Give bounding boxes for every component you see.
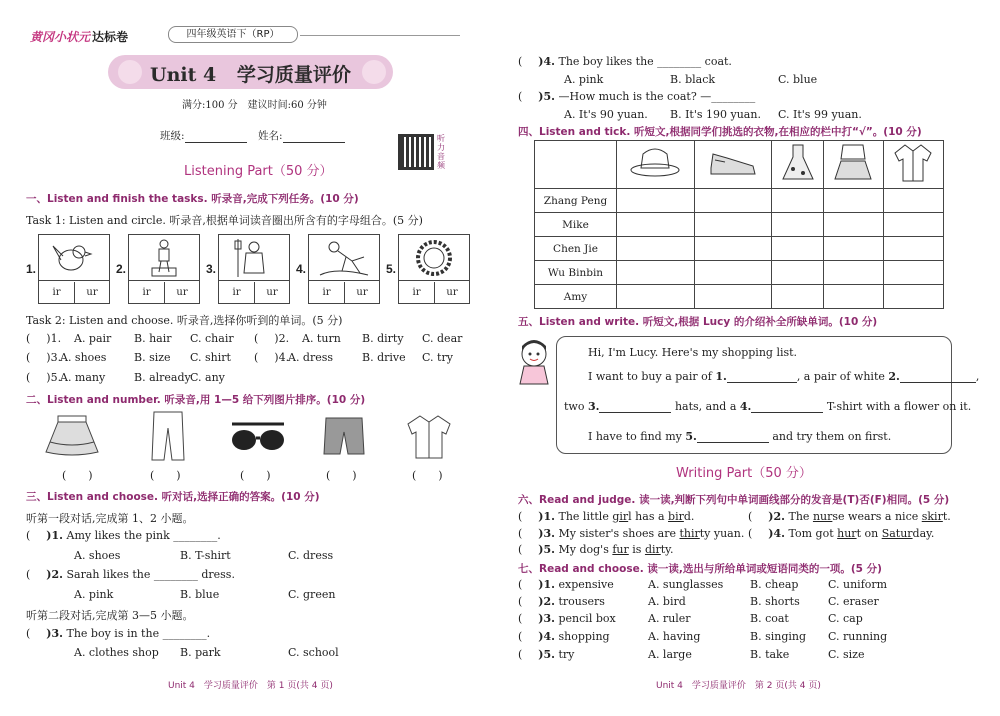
tick-cell[interactable] <box>823 213 883 237</box>
s5-text: I want to buy a pair of <box>588 370 712 383</box>
tick-cell[interactable] <box>883 285 943 309</box>
q-number: )5. <box>538 90 555 103</box>
s3-q1-b: B. T-shirt <box>180 549 231 562</box>
tick-cell[interactable] <box>617 237 695 261</box>
s7-q3-b: B. coat <box>750 612 789 625</box>
r-q4-b: B. black <box>670 73 716 86</box>
blank-5[interactable] <box>697 442 769 443</box>
right-page <box>500 0 1000 716</box>
s5-text: and try them on first. <box>772 430 892 443</box>
blank-4[interactable] <box>751 412 823 413</box>
name-cell: Mike <box>535 213 617 237</box>
s3-q2-a: A. pink <box>74 588 114 601</box>
tick-table <box>534 140 944 309</box>
pants-icon <box>148 410 188 462</box>
underlined-part: thir <box>679 527 700 540</box>
q-number: )5. <box>46 371 62 384</box>
s3-q3[interactable]: ( )3. The boy is in the ________. <box>26 627 211 640</box>
brand-logo: 黄冈小状元 <box>30 30 91 44</box>
r-q5-c: C. It's 99 yuan. <box>778 108 862 121</box>
r-q5[interactable]: ( )5. —How much is the coat? —________ <box>518 90 756 103</box>
underlined-part: bir <box>668 510 684 523</box>
section4-heading: 四、Listen and tick. 听短文,根据同学们挑选的衣物,在相应的栏中打“√”。(10 分) <box>518 126 922 138</box>
q-word: shopping <box>558 630 610 643</box>
blank-number: 5. <box>685 430 697 443</box>
s5-line2 <box>588 370 979 383</box>
t2-q4-a: A. dress <box>288 351 334 364</box>
q-text: My sister's shoes are <box>558 527 680 540</box>
task2-instruction: Task 2: Listen and choose. 听录音,选择你听到的单词。(5 分) <box>26 314 343 327</box>
tick-cell[interactable] <box>694 213 772 237</box>
blank-1[interactable] <box>727 382 797 383</box>
q-number: )4. <box>538 55 555 68</box>
q-text: day. <box>912 527 935 540</box>
s6-q1[interactable]: ( )1. The little girl has a bird. <box>518 510 695 523</box>
s6-q4[interactable]: ( )4. Tom got hurt on Saturday. <box>748 527 935 540</box>
s7-q1-b: B. cheap <box>750 578 799 591</box>
shorts-icon <box>322 414 366 458</box>
q-text: se wears a nice <box>832 510 922 523</box>
r-q4[interactable]: ( )4. The boy likes the ________ coat. <box>518 55 732 68</box>
underlined-part: hur <box>837 527 857 540</box>
shoes-icon <box>707 146 759 180</box>
s3-q2-c: C. green <box>288 588 336 601</box>
s7-q2-c: C. eraser <box>828 595 879 608</box>
q-number: )3. <box>538 527 555 540</box>
s5-line3 <box>564 400 971 413</box>
paren: ( <box>26 332 31 345</box>
q-text: d. <box>683 510 695 523</box>
s3-q1[interactable]: ( )1. Amy likes the pink ________. <box>26 529 221 542</box>
tick-cell[interactable] <box>694 261 772 285</box>
tick-cell[interactable] <box>694 285 772 309</box>
tick-cell[interactable] <box>883 261 943 285</box>
item4-number: 4. <box>296 262 307 276</box>
series-label: 达标卷 <box>92 30 129 44</box>
order-blank-4[interactable]: ( ) <box>326 469 357 482</box>
class-field[interactable] <box>160 128 247 143</box>
t2-q4[interactable] <box>254 351 289 364</box>
q-number: )3. <box>46 627 63 640</box>
tick-cell[interactable] <box>772 189 823 213</box>
s5-text: hats, and a <box>674 400 737 413</box>
q-number: )2. <box>768 510 785 523</box>
q-text: The boy is in the ________. <box>66 627 211 640</box>
blank-number: 4. <box>739 400 752 413</box>
item1-option-ur[interactable]: ur <box>74 282 109 304</box>
lucy-avatar <box>510 336 560 386</box>
tick-cell[interactable] <box>823 285 883 309</box>
item5-option-ur[interactable]: ur <box>434 282 469 304</box>
blank-2[interactable] <box>900 382 976 383</box>
s3-q1-a: A. shoes <box>74 549 121 562</box>
r-q5-b: B. It's 190 yuan. <box>670 108 761 121</box>
dialogue1-instruction: 听第一段对话,完成第 1、2 小题。 <box>26 512 194 525</box>
q-text: Tom got <box>788 527 838 540</box>
section2-heading: 二、Listen and number. 听录音,用 1—5 给下列图片排序。(10 分) <box>26 394 366 406</box>
s7-q3-c: C. cap <box>828 612 863 625</box>
q-text: My dog's <box>558 543 613 556</box>
tick-cell[interactable] <box>617 261 695 285</box>
s7-q1-c: C. uniform <box>828 578 888 591</box>
item1-option-ir[interactable]: ir <box>52 287 61 298</box>
tick-cell[interactable] <box>823 237 883 261</box>
s5-text: I have to find my <box>588 430 682 443</box>
blank-number: 1. <box>715 370 727 383</box>
item2-number: 2. <box>116 262 127 276</box>
q-word: try <box>558 648 575 661</box>
section1-heading: 一、Listen and finish the tasks. 听录音,完成下列任务。(10 分) <box>26 193 359 205</box>
t2-q3-b: B. size <box>134 351 171 364</box>
t2-q1[interactable] <box>26 332 61 345</box>
t2-q3-c: C. shirt <box>190 351 231 364</box>
q-text: The <box>788 510 813 523</box>
s5-line4 <box>588 430 891 443</box>
s5-text: two <box>564 400 585 413</box>
item3-number: 3. <box>206 262 217 276</box>
item2-option-ir[interactable]: ir <box>142 287 151 298</box>
q-text: The boy likes the ________ coat. <box>558 55 732 68</box>
t2-q4-c: C. try <box>422 351 453 364</box>
falling-boy-icon <box>316 237 372 279</box>
tick-cell[interactable] <box>694 237 772 261</box>
name-field[interactable] <box>258 128 345 143</box>
tick-cell[interactable] <box>772 213 823 237</box>
s5-text: , a pair of white <box>796 370 885 383</box>
s7-q5[interactable]: ( )5. try <box>518 648 575 661</box>
order-blank-2[interactable]: ( ) <box>150 469 181 482</box>
tick-cell[interactable] <box>883 189 943 213</box>
s7-q4-c: C. running <box>828 630 888 643</box>
q-number: )1. <box>46 529 63 542</box>
q-number: )5. <box>538 543 555 556</box>
q-text: t. <box>942 510 951 523</box>
section5-heading: 五、Listen and write. 听短文,根据 Lucy 的介绍补全所缺单词。(10 分) <box>518 316 878 328</box>
q-text: is <box>628 543 645 556</box>
s3-q2[interactable]: ( )2. Sarah likes the ________ dress. <box>26 568 235 581</box>
underlined-part: Satur <box>881 527 913 540</box>
order-blank-3[interactable]: ( ) <box>240 469 271 482</box>
q-number: )5. <box>538 648 555 661</box>
q-number: )3. <box>46 351 62 364</box>
q-word: pencil box <box>558 612 616 625</box>
hat-header <box>617 141 695 189</box>
paren: ( <box>254 332 259 345</box>
t2-q2[interactable] <box>254 332 289 345</box>
phonics-box-3 <box>218 234 290 304</box>
s3-q3-c: C. school <box>288 646 339 659</box>
name-cell: Amy <box>535 285 617 309</box>
blank-number: 2. <box>888 370 900 383</box>
s6-q5[interactable]: ( )5. My dog's fur is dirty. <box>518 543 674 556</box>
t2-q1-b: B. hair <box>134 332 172 345</box>
shirt-header <box>883 141 943 189</box>
s7-q2-a: A. bird <box>648 595 686 608</box>
item4-option-ir[interactable]: ir <box>322 287 331 298</box>
standing-kid-icon <box>144 238 184 278</box>
s7-q1[interactable]: ( )1. expensive <box>518 578 614 591</box>
s7-q4-a: A. having <box>648 630 701 643</box>
q-text: The little <box>558 510 613 523</box>
tick-cell[interactable] <box>617 213 695 237</box>
grade-label: 四年级英语下（RP） <box>168 26 298 43</box>
footer-left: Unit 4 学习质量评价 第 1 页(共 4 页) <box>168 681 333 691</box>
t2-q5-a: A. many <box>60 371 106 384</box>
q-number: )2. <box>46 568 63 581</box>
name-cell: Wu Binbin <box>535 261 617 285</box>
t2-q4-b: B. drive <box>362 351 406 364</box>
q-text: Amy likes the pink ________. <box>66 529 221 542</box>
q-number: )2. <box>274 332 290 345</box>
hat-icon <box>629 146 681 180</box>
name-cell: Zhang Peng <box>535 189 617 213</box>
q-text: —How much is the coat? —________ <box>558 90 756 103</box>
q-word: expensive <box>558 578 614 591</box>
s6-q2[interactable]: ( )2. The nurse wears a nice skirt. <box>748 510 951 523</box>
tick-cell[interactable] <box>772 237 823 261</box>
tick-cell[interactable] <box>883 237 943 261</box>
sunglasses-icon <box>228 418 288 458</box>
section6-heading: 六、Read and judge. 读一读,判断下列句中单词画线部分的发音是(T)否(F)相同。(5 分) <box>518 494 950 506</box>
item4-option-ur[interactable]: ur <box>344 282 379 304</box>
writing-part-title: Writing Part（50 分） <box>676 466 812 481</box>
q-number: )4. <box>538 630 555 643</box>
tick-cell[interactable] <box>823 261 883 285</box>
t2-q3-a: A. shoes <box>60 351 107 364</box>
dress-icon <box>781 143 815 183</box>
r-q5-a: A. It's 90 yuan. <box>564 108 648 121</box>
q-number: )1. <box>538 578 555 591</box>
t2-q5-b: B. already <box>134 371 191 384</box>
page-title <box>150 60 351 87</box>
s5-text: , <box>975 370 980 383</box>
s3-q2-b: B. blue <box>180 588 220 601</box>
underlined-part: gir <box>612 510 629 523</box>
t2-q3[interactable] <box>26 351 61 364</box>
title-circle-left <box>118 60 142 84</box>
phonics-box-1 <box>38 234 110 304</box>
tick-cell[interactable] <box>772 285 823 309</box>
circle-icon <box>413 237 455 279</box>
q-text: t on <box>856 527 882 540</box>
name-label: 姓名: <box>258 130 283 142</box>
tick-cell[interactable] <box>883 213 943 237</box>
s5-line1: Hi, I'm Lucy. Here's my shopping list. <box>588 346 798 359</box>
tick-cell[interactable] <box>617 285 695 309</box>
footer-right: Unit 4 学习质量评价 第 2 页(共 4 页) <box>656 681 821 691</box>
dress-header <box>772 141 823 189</box>
q-text: Sarah likes the ________ dress. <box>66 568 235 581</box>
underlined-part: dir <box>644 543 661 556</box>
s7-q3[interactable]: ( )3. pencil box <box>518 612 616 625</box>
phonics-box-2 <box>128 234 200 304</box>
score-info: 满分:100 分 建议时间:60 分钟 <box>182 100 327 111</box>
section7-heading: 七、Read and choose. 读一读,选出与所给单词或短语同类的一项。(5 分) <box>518 563 882 575</box>
item5-number: 5. <box>386 262 397 276</box>
s7-q2[interactable]: ( )2. trousers <box>518 595 605 608</box>
q-number: )4. <box>768 527 785 540</box>
name-cell: Chen Jie <box>535 237 617 261</box>
phonics-box-4 <box>308 234 380 304</box>
item3-option-ur[interactable]: ur <box>254 282 289 304</box>
s7-q4[interactable]: ( )4. shopping <box>518 630 610 643</box>
tick-cell[interactable] <box>617 189 695 213</box>
t2-q5-c: C. any <box>190 371 225 384</box>
title-cn: 学习质量评价 <box>236 64 351 86</box>
underlined-part: nur <box>812 510 833 523</box>
r-q4-c: C. blue <box>778 73 818 86</box>
qr-code-icon[interactable] <box>398 134 434 170</box>
underlined-part: skir <box>921 510 943 523</box>
order-blank-1[interactable]: ( ) <box>62 469 93 482</box>
q-text: ty yuan. <box>699 527 745 540</box>
q-number: )1. <box>46 332 62 345</box>
s7-q1-a: A. sunglasses <box>648 578 724 591</box>
t2-q5[interactable] <box>26 371 61 384</box>
q-text: ty. <box>660 543 674 556</box>
order-blank-5[interactable]: ( ) <box>412 469 443 482</box>
title-circle-right <box>362 60 386 84</box>
shirt-header-icon <box>893 143 933 183</box>
shirt-icon <box>404 412 454 460</box>
blank-3[interactable] <box>599 412 671 413</box>
underlined-part: fur <box>612 543 629 556</box>
class-label: 班级: <box>160 130 185 142</box>
s3-q3-a: A. clothes shop <box>74 646 159 659</box>
t2-q1-a: A. pair <box>74 332 112 345</box>
header-rule <box>300 35 460 36</box>
t2-q2-b: B. dirty <box>362 332 404 345</box>
t2-q2-c: C. dear <box>422 332 463 345</box>
listening-part-title: Listening Part（50 分） <box>184 164 333 179</box>
title-unit: Unit 4 <box>150 64 217 86</box>
s6-q3[interactable]: ( )3. My sister's shoes are thirty yuan. <box>518 527 745 540</box>
tick-cell[interactable] <box>772 261 823 285</box>
section3-heading: 三、Listen and choose. 听对话,选择正确的答案。(10 分) <box>26 491 320 503</box>
s3-q1-c: C. dress <box>288 549 334 562</box>
q-word: trousers <box>558 595 605 608</box>
q-number: )4. <box>274 351 290 364</box>
phonics-box-5 <box>398 234 470 304</box>
skirt-top-icon <box>833 143 873 183</box>
q-number: )1. <box>538 510 555 523</box>
s7-q5-c: C. size <box>828 648 865 661</box>
nurse-icon <box>232 237 276 279</box>
audio-label: 听力音频 <box>437 134 445 170</box>
s7-q2-b: B. shorts <box>750 595 800 608</box>
q-text: l has a <box>628 510 669 523</box>
tick-cell[interactable] <box>823 189 883 213</box>
dialogue2-instruction: 听第二段对话,完成第 3—5 小题。 <box>26 609 194 622</box>
item1-number: 1. <box>26 262 37 276</box>
paren: ( <box>254 351 259 364</box>
item3-option-ir[interactable]: ir <box>232 287 241 298</box>
shoes-header <box>694 141 772 189</box>
blank-number: 3. <box>587 400 600 413</box>
s5-text: T-shirt with a flower on it. <box>826 400 972 413</box>
s7-q5-b: B. take <box>750 648 790 661</box>
s7-q4-b: B. singing <box>750 630 807 643</box>
t2-q2-a: A. turn <box>302 332 341 345</box>
task1-instruction: Task 1: Listen and circle. 听录音,根据单词读音圈出所含有的字母组合。(5 分) <box>26 214 423 227</box>
s7-q5-a: A. large <box>648 648 692 661</box>
paren: ( <box>26 371 31 384</box>
corner-cell <box>535 141 617 189</box>
tick-cell[interactable] <box>694 189 772 213</box>
paren: ( <box>26 351 31 364</box>
skirt-icon <box>40 412 104 458</box>
r-q4-a: A. pink <box>564 73 604 86</box>
s7-q3-a: A. ruler <box>648 612 691 625</box>
s3-q3-b: B. park <box>180 646 221 659</box>
skirt-header <box>823 141 883 189</box>
t2-q1-c: C. chair <box>190 332 234 345</box>
item2-option-ur[interactable]: ur <box>164 282 199 304</box>
bird-icon <box>49 238 99 278</box>
q-number: )2. <box>538 595 555 608</box>
item5-option-ir[interactable]: ir <box>412 287 421 298</box>
q-number: )3. <box>538 612 555 625</box>
